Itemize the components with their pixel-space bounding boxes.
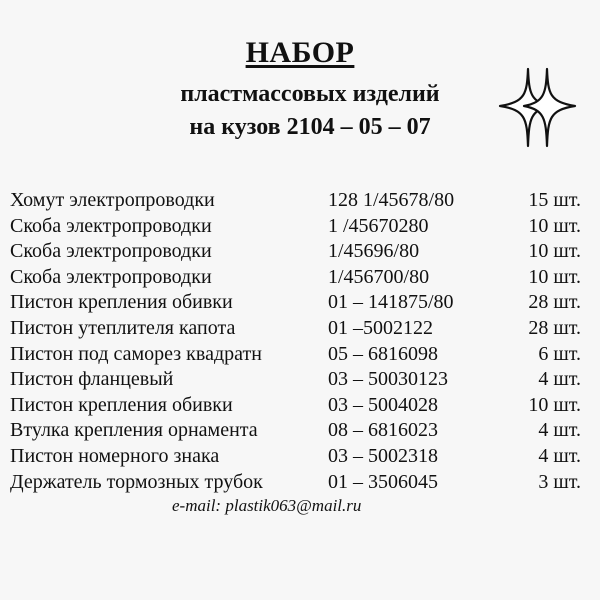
item-code: 01 – 3506045 — [328, 470, 438, 493]
item-quantity: 4 шт. — [538, 368, 581, 391]
list-item — [10, 418, 595, 444]
item-name: Скоба электропроводки — [10, 265, 212, 288]
page-title: НАБОР — [245, 36, 355, 69]
item-code: 03 – 50030123 — [328, 368, 448, 391]
item-name: Пистон под саморез квадратн — [10, 342, 262, 365]
item-quantity: 28 шт. — [528, 291, 581, 314]
item-quantity: 10 шт. — [528, 214, 581, 237]
list-item — [10, 188, 595, 214]
list-item — [10, 316, 595, 342]
item-quantity: 6 шт. — [538, 342, 581, 365]
item-name: Пистон номерного знака — [10, 444, 220, 467]
list-item — [10, 342, 595, 368]
item-code: 1/45696/80 — [328, 240, 420, 263]
item-code: 03 – 5002318 — [328, 444, 438, 467]
subtitle-line-2: на кузов 2104 – 05 – 07 — [189, 114, 431, 140]
list-item — [10, 444, 595, 470]
item-code: 1 /45670280 — [328, 214, 429, 237]
item-quantity: 4 шт. — [538, 444, 581, 467]
item-quantity: 10 шт. — [528, 240, 581, 263]
item-quantity: 15 шт. — [528, 189, 581, 211]
list-item — [10, 367, 595, 393]
list-item — [10, 265, 595, 291]
list-item — [10, 214, 595, 240]
item-name: Хомут электропроводки — [10, 189, 215, 211]
list-item — [10, 470, 595, 496]
item-name: Пистон фланцевый — [10, 368, 174, 391]
item-name: Держатель тормозных трубок — [10, 470, 263, 493]
item-code: 08 – 6816023 — [328, 419, 438, 442]
item-quantity: 10 шт. — [528, 393, 581, 416]
double-four-point-star-icon — [497, 66, 577, 148]
item-code: 05 – 6816098 — [328, 342, 438, 365]
item-name: Пистон крепления обивки — [10, 393, 233, 416]
contact-email: e-mail: plastik063@mail.ru — [172, 496, 362, 515]
subtitle-line-1: пластмассовых изделий — [180, 81, 440, 107]
item-quantity: 3 шт. — [538, 470, 581, 493]
item-quantity: 4 шт. — [538, 419, 581, 442]
item-code: 03 – 5004028 — [328, 393, 438, 416]
item-code: 01 – 141875/80 — [328, 291, 454, 314]
item-quantity: 28 шт. — [528, 316, 581, 339]
item-name: Скоба электропроводки — [10, 214, 212, 237]
list-item — [10, 290, 595, 316]
item-code: 01 –5002122 — [328, 316, 433, 339]
list-item — [10, 239, 595, 265]
item-quantity: 10 шт. — [528, 265, 581, 288]
item-name: Скоба электропроводки — [10, 240, 212, 263]
item-code: 1/456700/80 — [328, 265, 430, 288]
item-name: Пистон утеплителя капота — [10, 316, 236, 339]
item-code: 128 1/45678/80 — [328, 189, 455, 211]
item-name: Пистон крепления обивки — [10, 291, 233, 314]
items-list — [10, 188, 595, 495]
list-item — [10, 393, 595, 419]
item-name: Втулка крепления орнамента — [10, 419, 258, 442]
